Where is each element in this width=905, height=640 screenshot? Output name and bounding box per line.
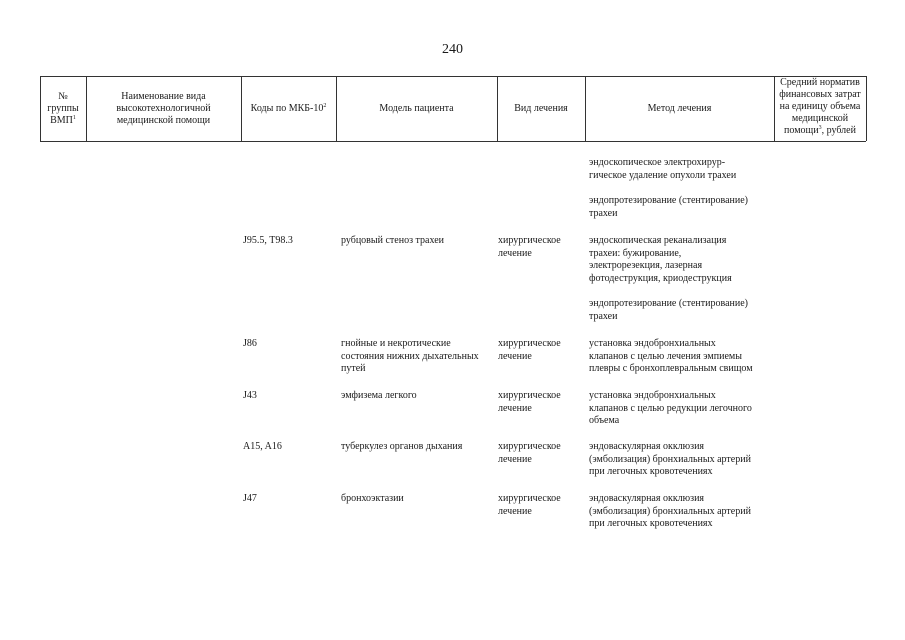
table-header-bottom-rule — [40, 141, 866, 142]
treatment-method-cell — [589, 298, 748, 323]
treatment-method-cell-line: электрорезекция, лазерная — [589, 260, 703, 271]
patient-model-cell-line: состояния нижних дыхательных — [341, 350, 479, 362]
header-label-line — [648, 103, 712, 115]
page-number: 240 — [442, 42, 463, 57]
treatment-type-cell-line: хирургическое — [498, 338, 561, 349]
header-label-text: Модель пациента — [379, 102, 454, 114]
treatment-method-cell-line: эндопротезирование (стентирование) — [589, 195, 749, 206]
treatment-method-cell-line: эндопротезирование (стентирование) — [589, 298, 749, 309]
header-label-text: , рублей — [821, 125, 856, 136]
header-col-financial-norm — [774, 76, 866, 141]
treatment-type-cell-line: хирургическое — [498, 441, 561, 452]
icd-codes-cell — [243, 235, 293, 248]
header-label-line — [116, 115, 210, 127]
header-label-text: № — [58, 90, 68, 102]
header-col-treatment-method — [585, 76, 774, 141]
header-label-text: высокотехнологичной — [116, 102, 211, 114]
header-label-line — [116, 91, 210, 103]
treatment-type-cell — [498, 441, 561, 466]
patient-model-cell-line: гнойные и некротические — [341, 338, 451, 349]
treatment-method-cell-line: при легочных кровотечениях — [589, 466, 713, 477]
header-label-line — [779, 113, 861, 125]
treatment-type-cell-line: лечение — [498, 402, 532, 414]
header-label — [648, 103, 712, 115]
treatment-method-cell-line: (эмболизация) бронхиальных артерий — [589, 505, 751, 517]
header-label-text: Наименование вида — [121, 90, 206, 102]
treatment-method-cell — [589, 195, 748, 220]
header-col-patient-model — [336, 76, 497, 141]
patient-model-cell — [341, 390, 417, 403]
header-label — [251, 103, 327, 115]
treatment-type-cell-line: лечение — [498, 247, 532, 259]
treatment-method-cell — [589, 157, 736, 182]
header-label-text: медицинской помощи — [116, 114, 211, 126]
header-label-line — [251, 103, 327, 115]
treatment-method-cell-line: эндоваскулярная окклюзия — [589, 493, 705, 504]
icd-codes-cell — [243, 338, 257, 351]
patient-model-cell — [341, 493, 404, 506]
treatment-method-cell-line: фотодеструкция, криодеструкция — [589, 272, 732, 284]
header-label-text: помощи — [784, 125, 819, 136]
header-label-line — [779, 89, 861, 101]
icd-codes-cell — [243, 441, 282, 454]
icd-codes-cell-line: J86 — [243, 338, 257, 349]
header-label-line — [47, 115, 78, 127]
header-label-text: медицинской — [791, 113, 849, 124]
header-label-line — [514, 103, 568, 115]
treatment-type-cell-line: лечение — [498, 505, 532, 517]
header-column-divider — [866, 76, 867, 141]
treatment-method-cell — [589, 235, 732, 285]
treatment-type-cell-line: хирургическое — [498, 493, 561, 504]
header-label-text: финансовых затрат — [779, 89, 861, 100]
header-label — [116, 91, 210, 127]
icd-codes-cell — [243, 493, 257, 506]
header-label-line — [116, 103, 210, 115]
patient-model-cell — [341, 441, 462, 454]
header-label-line — [47, 103, 78, 115]
header-label-line — [379, 103, 453, 115]
treatment-method-cell-line: трахеи — [589, 310, 618, 322]
patient-model-cell — [341, 235, 444, 248]
treatment-method-cell-line: гическое удаление опухоли трахеи — [589, 169, 737, 181]
treatment-type-cell-line: хирургическое — [498, 235, 561, 246]
header-col-group-number — [40, 76, 86, 141]
header-label — [379, 103, 453, 115]
header-label-text: Метод лечения — [647, 102, 712, 114]
patient-model-cell — [341, 338, 479, 376]
header-label-text: Коды по МКБ-10 — [250, 102, 324, 114]
header-col-vmp-name — [86, 76, 241, 141]
treatment-method-cell-line: объема — [589, 415, 620, 426]
treatment-method-cell-line: при легочных кровотечениях — [589, 518, 713, 529]
footnote-marker: 2 — [323, 102, 327, 109]
treatment-method-cell-line: эндоскопическое электрохирур- — [589, 157, 726, 168]
footnote-marker: 3 — [818, 125, 822, 131]
treatment-method-cell — [589, 338, 753, 376]
treatment-type-cell — [498, 235, 561, 260]
treatment-type-cell-line: лечение — [498, 453, 532, 465]
treatment-type-cell-line: лечение — [498, 350, 532, 362]
treatment-method-cell — [589, 441, 751, 479]
treatment-type-cell — [498, 390, 561, 415]
patient-model-cell-line: путей — [341, 363, 366, 374]
icd-codes-cell-line: J95.5, T98.3 — [243, 235, 293, 246]
treatment-method-cell-line: (эмболизация) бронхиальных артерий — [589, 453, 751, 465]
header-label-line — [779, 101, 861, 113]
treatment-type-cell-line: хирургическое — [498, 390, 561, 401]
icd-codes-cell-line: J43 — [243, 390, 257, 401]
header-label-line — [779, 125, 861, 137]
header-label-text: Средний норматив — [780, 77, 860, 88]
treatment-method-cell-line: трахеи: бужирование, — [589, 247, 682, 259]
treatment-method-cell-line: установка эндобронхиальных — [589, 390, 716, 401]
treatment-method-cell-line: установка эндобронхиальных — [589, 338, 716, 349]
header-label — [514, 103, 568, 115]
patient-model-cell-line: бронхоэктазии — [341, 493, 404, 504]
treatment-method-cell-line: плевры с бронхоплевральным свищом — [589, 363, 753, 374]
patient-model-cell-line: рубцовый стеноз трахеи — [341, 235, 444, 246]
icd-codes-cell-line: J47 — [243, 493, 257, 504]
treatment-method-cell-line: клапанов с целью лечения эмпиемы — [589, 350, 742, 362]
header-label-text: на единицу объема — [779, 101, 861, 112]
header-col-treatment-type — [497, 76, 585, 141]
treatment-method-cell-line: эндоскопическая реканализация — [589, 235, 727, 246]
treatment-method-cell — [589, 493, 751, 531]
treatment-method-cell-line: клапанов с целью редукции легочного — [589, 402, 752, 414]
treatment-method-cell-line: трахеи — [589, 207, 618, 219]
header-label-text: ВМП — [50, 114, 73, 126]
treatment-method-cell-line: эндоваскулярная окклюзия — [589, 441, 705, 452]
treatment-method-cell — [589, 390, 752, 428]
icd-codes-cell — [243, 390, 257, 403]
header-label-text: Вид лечения — [514, 102, 568, 114]
patient-model-cell-line: эмфизема легкого — [341, 390, 417, 401]
header-label — [779, 77, 861, 137]
header-label — [47, 91, 78, 127]
header-label-line — [779, 77, 861, 89]
patient-model-cell-line: туберкулез органов дыхания — [341, 441, 463, 452]
treatment-type-cell — [498, 493, 561, 518]
header-label-line — [47, 91, 78, 103]
header-col-icd-codes — [241, 76, 336, 141]
header-label-text: группы — [47, 102, 79, 114]
footnote-marker: 1 — [72, 114, 76, 121]
icd-codes-cell-line: A15, A16 — [243, 441, 282, 452]
treatment-type-cell — [498, 338, 561, 363]
